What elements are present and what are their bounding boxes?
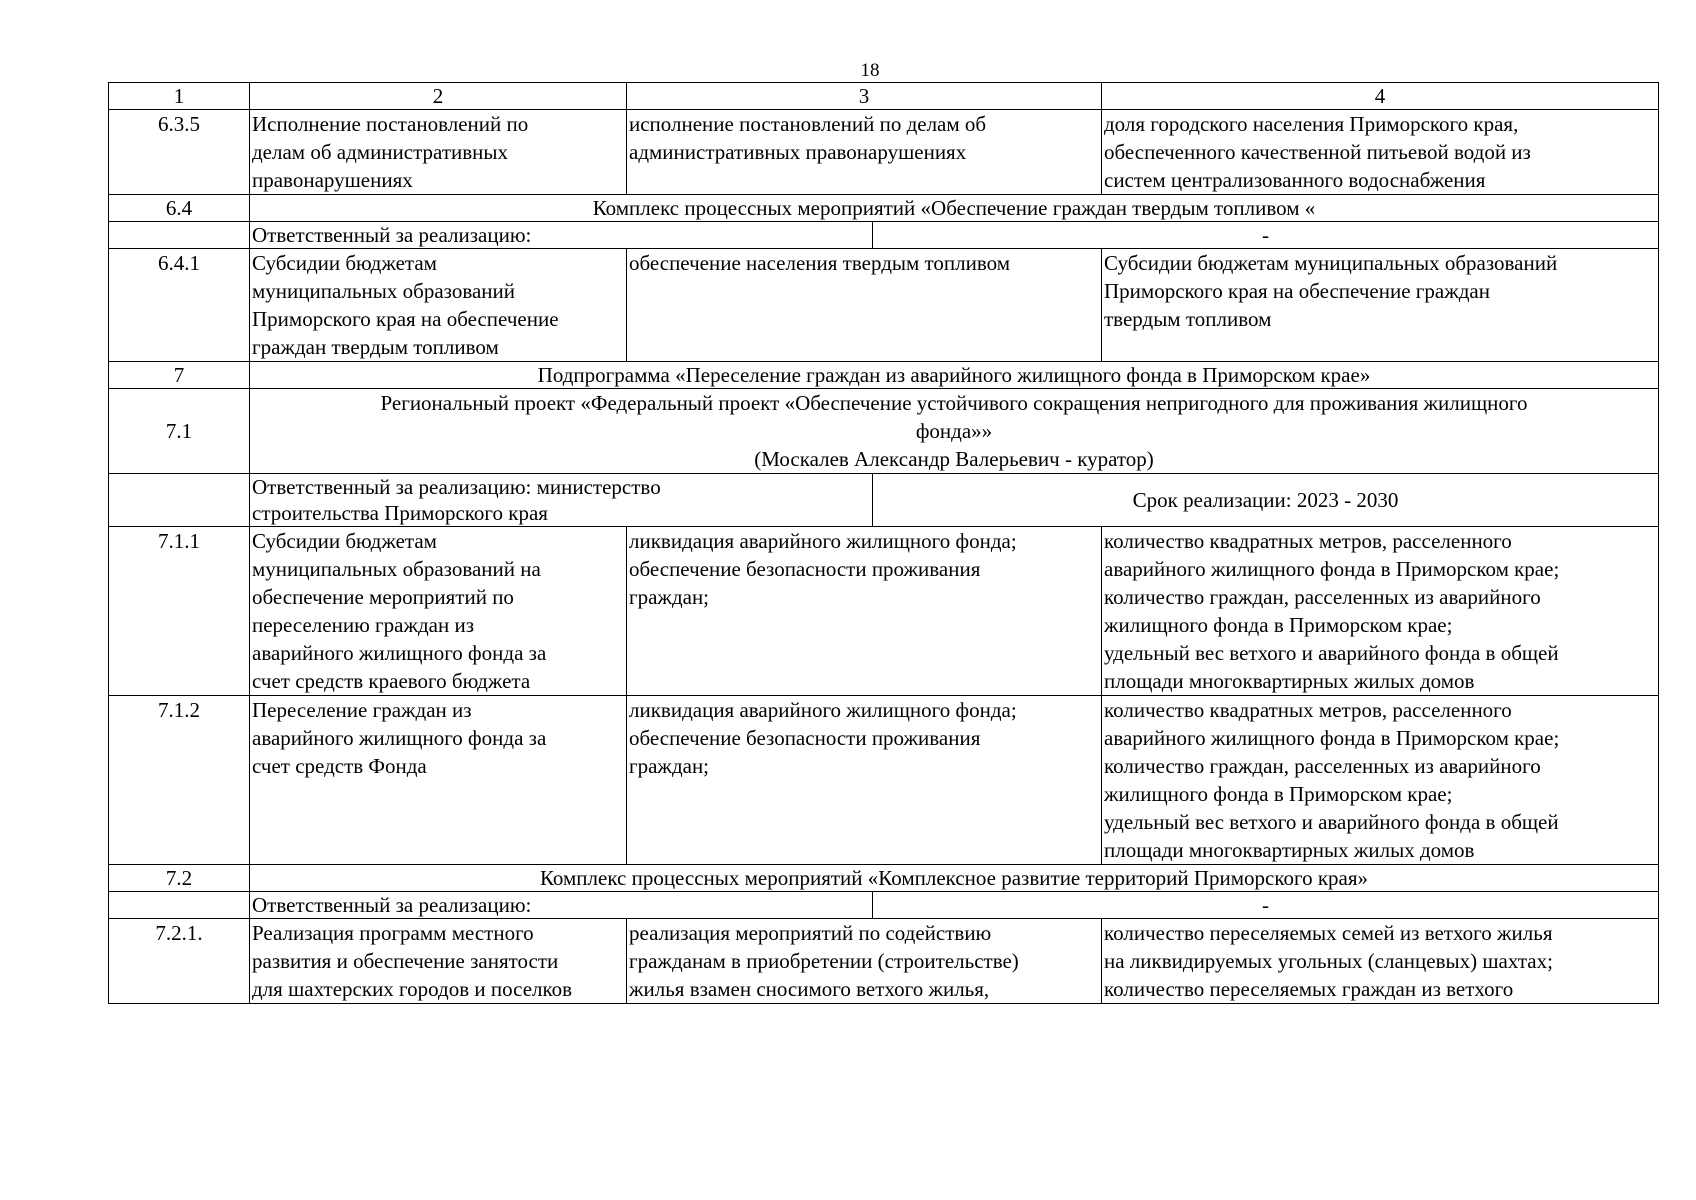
task-description-cell [627,110,1102,195]
header-col-1: 1 [109,83,250,110]
section-title: Комплекс процессных мероприятий «Комплексное развитие территорий Приморского края» [250,865,1659,892]
responsible-row-6-4 [109,222,1659,249]
text-line: граждан; [629,585,710,609]
text-line: делам об административных [252,140,508,164]
text-line: количество квадратных метров, расселенного [1104,698,1512,722]
text-line: обеспечение населения твердым топливом [629,251,1011,275]
text-line: ликвидация аварийного жилищного фонда; [629,529,1017,553]
text-line: Реализация программ местного [252,921,534,945]
text-line: площади многоквартирных жилых домов [1104,669,1475,693]
responsible-label: Ответственный за реализацию: [250,222,873,249]
text-line: жилищного фонда в Приморском крае; [1104,782,1453,806]
section-row-7-2 [109,865,1659,892]
row-number: 7.2 [109,865,250,892]
text-line: Субсидии бюджетам муниципальных образований [1104,251,1558,275]
text-line: аварийного жилищного фонда за [252,641,547,665]
text-line: систем централизованного водоснабжения [1104,168,1486,192]
text-line: для шахтерских городов и поселков [252,977,573,1001]
measure-name-cell [250,919,627,1004]
text-line: жилищного фонда в Приморском крае; [1104,613,1453,637]
text-line: исполнение постановлений по делам об [629,112,987,136]
row-number: 6.4 [109,195,250,222]
program-table [108,82,1659,1004]
task-description-cell [627,919,1102,1004]
measure-name-cell [250,696,627,865]
text-line: количество квадратных метров, расселенного [1104,529,1512,553]
text-line: удельный вес ветхого и аварийного фонда в общей [1104,810,1559,834]
header-col-3: 3 [627,83,1102,110]
text-line: Приморского края на обеспечение [252,307,559,331]
table-row-6-3-5 [109,110,1659,195]
task-description-cell [627,527,1102,696]
text-line: административных правонарушениях [629,140,967,164]
row-number: 7.1.1 [109,527,250,696]
indicator-cell [1102,696,1659,865]
text-line: счет средств Фонда [252,754,427,778]
text-line: граждан; [629,754,710,778]
section-title: Комплекс процессных мероприятий «Обеспечение граждан твердым топливом « [250,195,1659,222]
text-line: Исполнение постановлений по [252,112,529,136]
measure-name-cell [250,527,627,696]
responsible-label: Ответственный за реализацию: [250,892,873,919]
table-row-7-1-2 [109,696,1659,865]
task-description-cell [627,249,1102,362]
section-title: Подпрограмма «Переселение граждан из аварийного жилищного фонда в Приморском крае» [250,362,1659,389]
text-line: количество переселяемых граждан из ветхого [1104,977,1514,1001]
empty-cell [109,222,250,249]
text-line: обеспечение мероприятий по [252,585,514,609]
task-description-cell [627,696,1102,865]
row-number: 7.1.2 [109,696,250,865]
indicator-cell [1102,249,1659,362]
text-line: муниципальных образований [252,279,515,303]
table-row-7-2-1 [109,919,1659,1004]
text-line: обеспечение безопасности проживания [629,557,981,581]
text-line: удельный вес ветхого и аварийного фонда в общей [1104,641,1559,665]
row-number: 6.3.5 [109,110,250,195]
text-line: обеспечение безопасности проживания [629,726,981,750]
header-col-4: 4 [1102,83,1659,110]
text-line: Приморского края на обеспечение граждан [1104,279,1490,303]
measure-name-cell [250,249,627,362]
text-line: аварийного жилищного фонда в Приморском крае; [1104,726,1560,750]
text-line: переселению граждан из [252,613,474,637]
text-line: (Москалев Александр Валерьевич - куратор) [754,447,1154,471]
text-line: Субсидии бюджетам [252,529,437,553]
text-line: твердым топливом [1104,307,1272,331]
text-line: количество переселяемых семей из ветхого жилья [1104,921,1553,945]
text-line: Переселение граждан из [252,698,472,722]
responsible-row-7-2 [109,892,1659,919]
text-line: реализация мероприятий по содействию [629,921,992,945]
header-row [109,83,1659,110]
section-row-7-1 [109,389,1659,474]
row-number: 7.1 [109,389,250,474]
page-number: 18 [860,60,880,81]
text-line: количество граждан, расселенных из аварийного [1104,585,1541,609]
text-line: счет средств краевого бюджета [252,669,531,693]
text-line: аварийного жилищного фонда в Приморском крае; [1104,557,1560,581]
table-row-7-1-1 [109,527,1659,696]
responsible-value: - [873,892,1659,919]
text-line: муниципальных образований на [252,557,541,581]
section-title [250,389,1659,474]
indicator-cell [1102,919,1659,1004]
text-line: развития и обеспечение занятости [252,949,559,973]
text-line: граждан твердым топливом [252,335,499,359]
section-row-6-4 [109,195,1659,222]
header-col-2: 2 [250,83,627,110]
text-line: на ликвидируемых угольных (сланцевых) шахтах; [1104,949,1553,973]
implementation-term: Срок реализации: 2023 - 2030 [873,474,1659,527]
text-line: аварийного жилищного фонда за [252,726,547,750]
row-number: 6.4.1 [109,249,250,362]
indicator-cell [1102,527,1659,696]
text-line: площади многоквартирных жилых домов [1104,838,1475,862]
responsible-value: - [873,222,1659,249]
text-line: ликвидация аварийного жилищного фонда; [629,698,1017,722]
text-line: жилья взамен сносимого ветхого жилья, [629,977,990,1001]
text-line: строительства Приморского края [252,501,548,525]
responsible-row-7-1 [109,474,1659,527]
text-line: количество граждан, расселенных из аварийного [1104,754,1541,778]
text-line: Региональный проект «Федеральный проект «Обеспечение устойчивого сокращения непригодного для проживания жилищного [380,391,1528,415]
text-line: Субсидии бюджетам [252,251,437,275]
text-line: правонарушениях [252,168,413,192]
empty-cell [109,474,250,527]
row-number: 7 [109,362,250,389]
indicator-cell [1102,110,1659,195]
measure-name-cell [250,110,627,195]
section-row-7 [109,362,1659,389]
text-line: доля городского населения Приморского края, [1104,112,1519,136]
row-number: 7.2.1. [109,919,250,1004]
text-line: Ответственный за реализацию: министерство [252,475,661,499]
text-line: гражданам в приобретении (строительстве) [629,949,1019,973]
empty-cell [109,892,250,919]
text-line: фонда»» [915,419,993,443]
text-line: обеспеченного качественной питьевой водой из [1104,140,1531,164]
responsible-label [250,474,873,527]
table-row-6-4-1 [109,249,1659,362]
